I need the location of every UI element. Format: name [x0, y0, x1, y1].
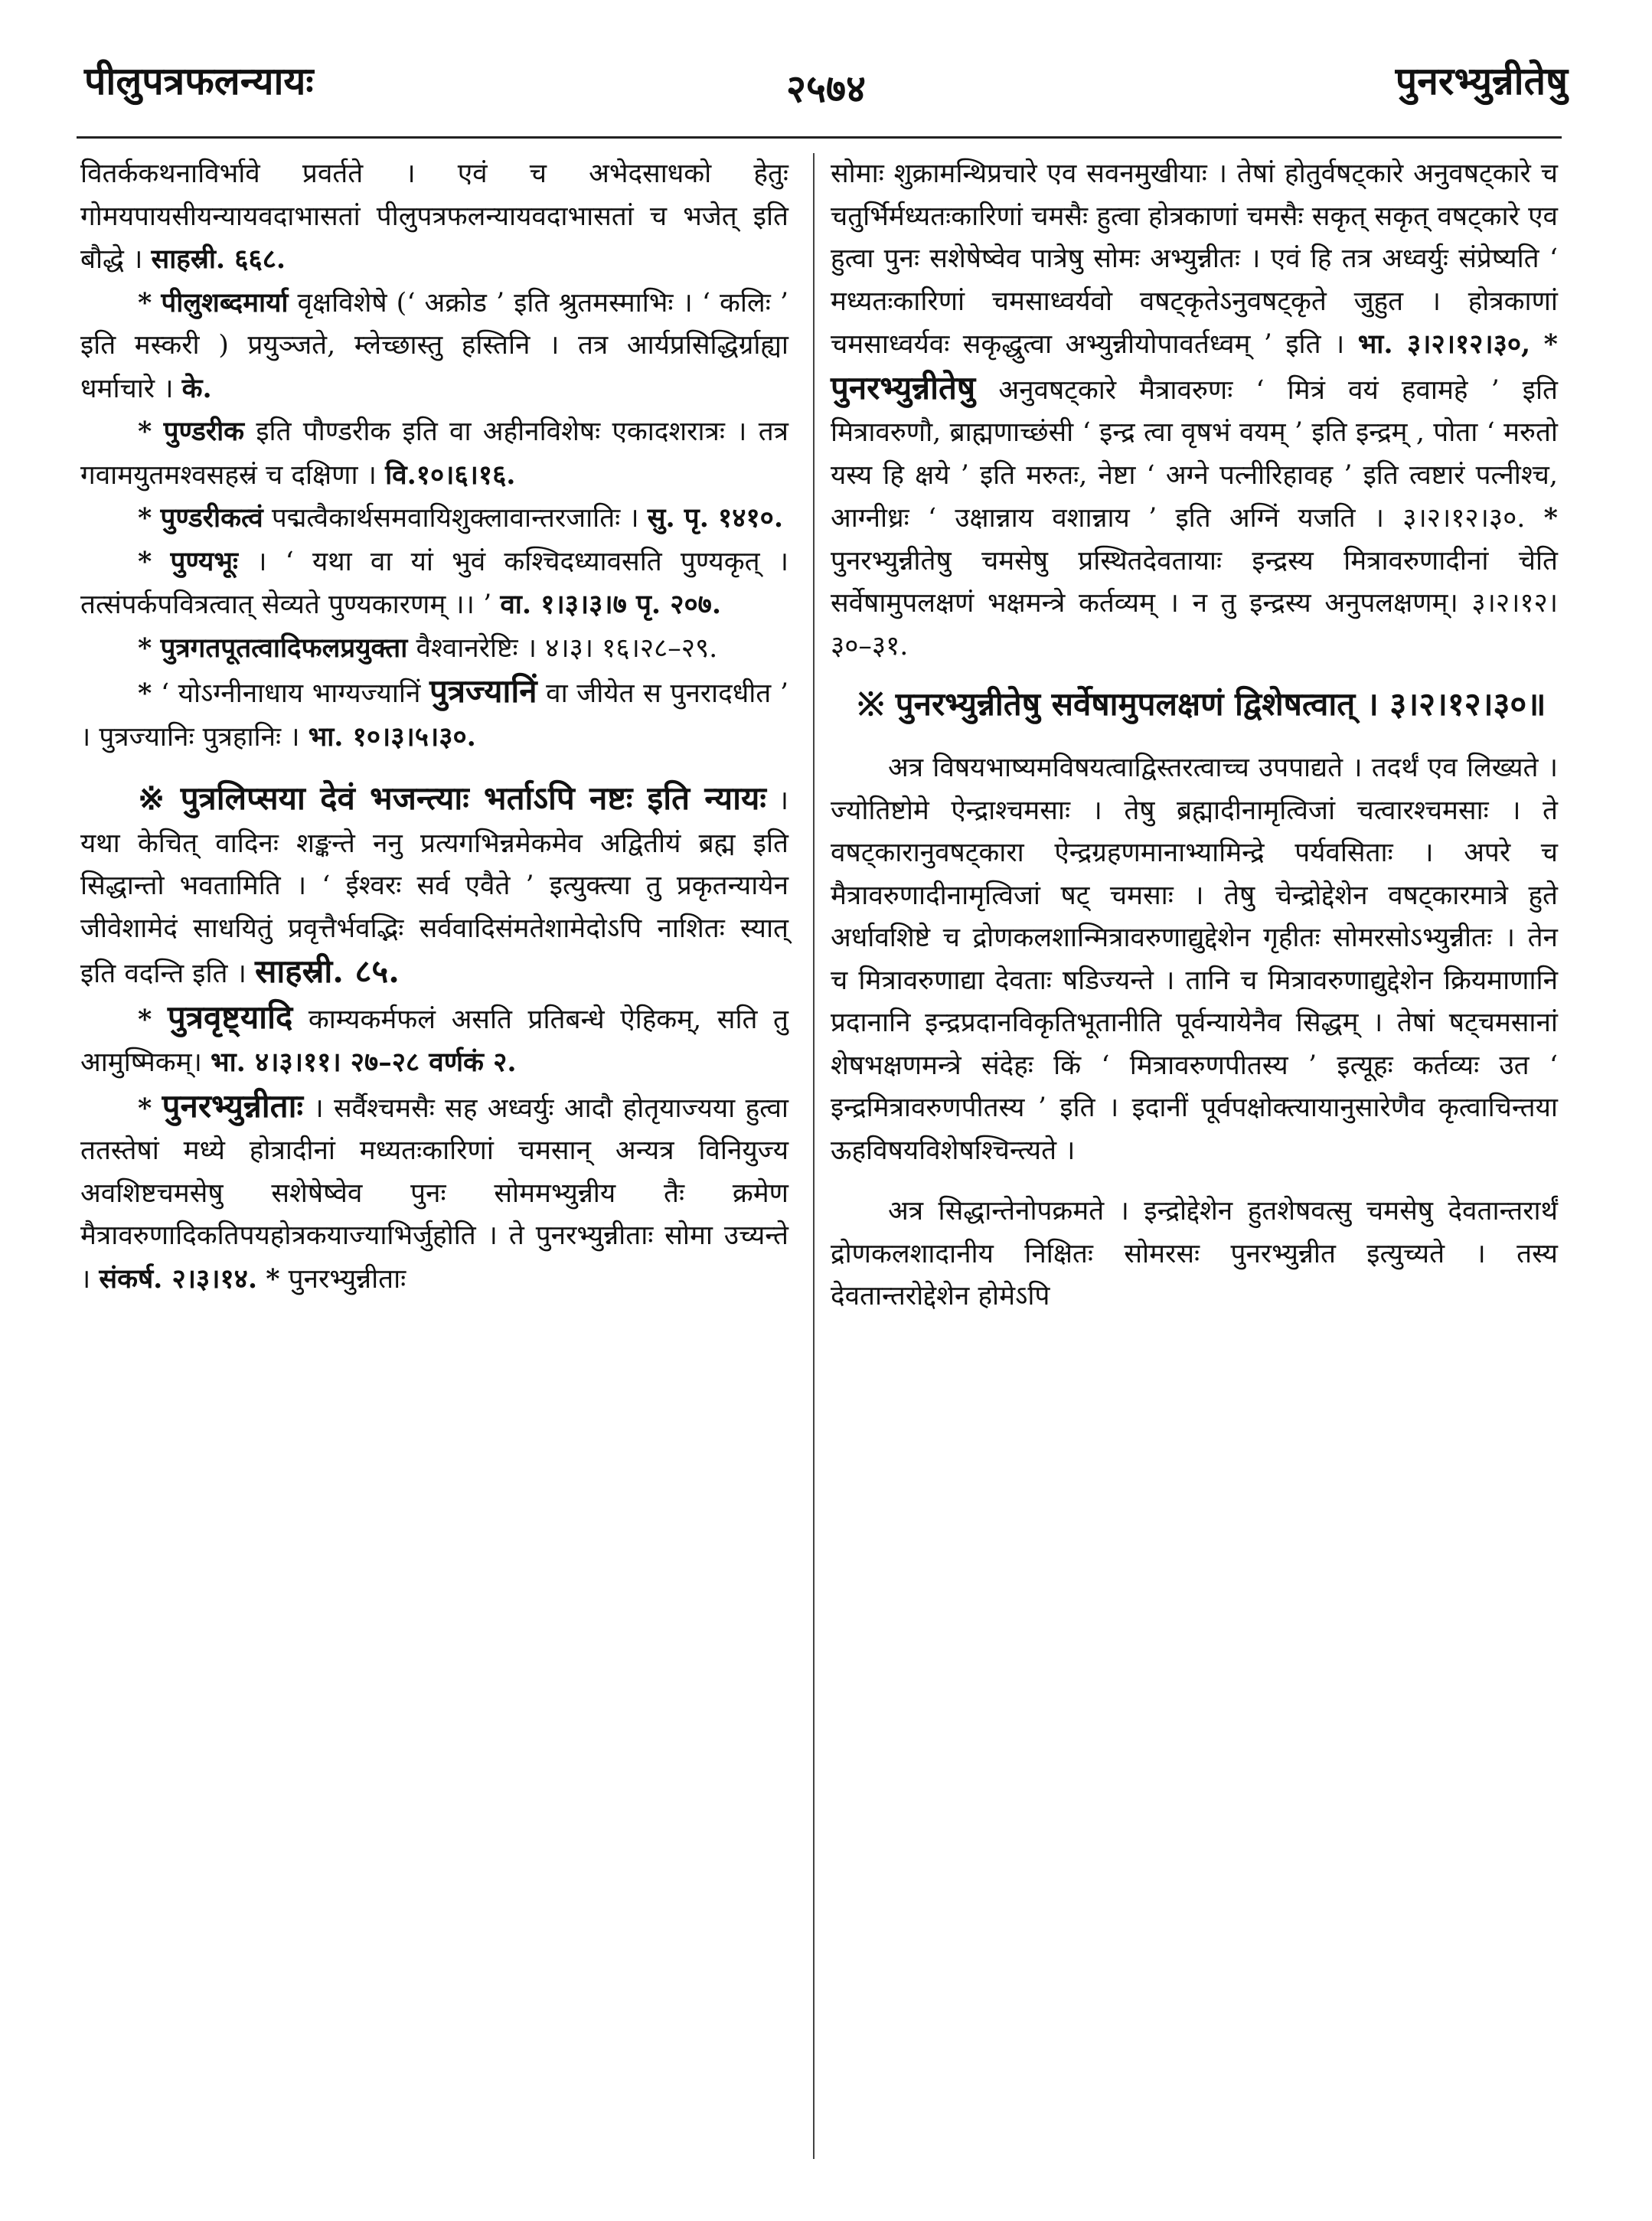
- entry-paragraph: [80, 996, 788, 1085]
- section-heading: [831, 681, 1558, 727]
- section-reference: । ३।२।१२।३०॥: [1366, 685, 1546, 723]
- entry-paragraph: [80, 541, 788, 627]
- left-column: [80, 153, 788, 1301]
- entry-headword: पुत्रवृष्ट्यादि: [167, 998, 293, 1036]
- entry-headword: पुत्रगतपूतत्वादिफलप्रयुक्ता: [160, 632, 408, 664]
- entry-star-icon: *: [138, 416, 152, 447]
- entry-text: वैश्वानरेष्टिः । ४।३। १६।२८–२९.: [416, 632, 718, 664]
- entry-headword: पुत्रलिप्सया देवं भजन्त्याः भर्ताऽपि नष्टः इति न्यायः: [180, 779, 766, 817]
- entry-text: । यथा केचित् वादिनः शङ्कन्ते ननु प्रत्यगभिन्नमेकमेव अद्वितीयं ब्रह्म इति सिद्धान्तो भवतामिति । ‘ ईश्वरः सर्व एवैते ’ इत्युक्त्या तु प्रकृतन्यायेन जीवेशामेदं साधयितुं प्रवृत्तैर्भवद्भिः सर्ववादिसंमतेशामेदोऽपि नाशितः स्यात् इति वदन्ति इति ।: [80, 786, 788, 989]
- header-rule-left: [77, 136, 888, 139]
- entry-paragraph: [80, 627, 788, 671]
- column-divider: [813, 153, 815, 2159]
- entry-text: इति पौण्डरीक इति वा अहीनविशेषः एकादशरात्रः । तत्र गवामयुतमश्वसहस्रं च दक्षिणा ।: [80, 416, 788, 491]
- entry-paragraph: [80, 153, 788, 282]
- entry-text: वृक्षविशेषे (‘ अक्रोड ’ इति श्रुतमस्माभिः । ‘ कलिः ’ इति मस्करी ) प्रयुञ्जते, म्लेच्छास्तु हस्तिनि । तत्र आर्यप्रसिद्धिर्ग्राह्या धर्माचारे ।: [80, 287, 788, 404]
- entry-star-icon: *: [138, 1003, 152, 1035]
- entry-text: । सर्वैश्चमसैः सह अध्वर्युः आदौ होतृयाज्यया हुत्वा ततस्तेषां मध्ये होत्रादीनां मध्यतःकारिणां चमसान् अन्यत्र विनियुज्य अवशिष्टचमसेषु सशेषेष्वेव पुनः सोममभ्युन्नीय तैः क्रमेण मैत्रावरुणादिकतिपयहोत्रकयाज्याभिर्जुहोति । ते पुनरभ्युन्नीताः सोमा उच्यन्ते ।: [80, 1093, 788, 1295]
- section-mark-icon: ※: [857, 685, 885, 723]
- entry-reference: भा. ३।२।१२।३०,: [1357, 328, 1531, 360]
- entry-star-icon: *: [266, 1262, 280, 1295]
- section-title: पुनरभ्युन्नीतेषु सर्वेषामुपलक्षणं द्विशेषत्वात्: [895, 685, 1356, 723]
- page-number: २५७४: [786, 66, 866, 111]
- entry-reference: संकर्ष. २।३।१४.: [99, 1262, 258, 1295]
- entry-headword: पुण्डरीकत्वं: [160, 502, 263, 534]
- entry-reference: साहस्री. ६६८.: [151, 243, 286, 275]
- running-header-right: पुनरभ्युन्नीतेषु: [1395, 58, 1568, 103]
- entry-text: वा जीयेत स पुनरादधीत ’ । पुत्रज्यानिः पुत्रहानिः ।: [80, 678, 788, 753]
- entry-paragraph: [80, 1085, 788, 1302]
- entry-headword: पुत्रज्यानिं: [429, 672, 537, 710]
- entry-star-icon: *: [138, 502, 152, 534]
- entry-headword: पुण्डरीक: [163, 416, 245, 447]
- entry-text: पुनरभ्युन्नीताः: [288, 1263, 406, 1295]
- entry-reference: के.: [181, 372, 212, 404]
- entry-text: अनुवषट्कारे मैत्रावरुणः ‘ मित्रं वयं हवामहे ’ इति मित्रावरुणौ, ब्राह्मणाच्छंसी ‘ इन्द्र त्वा वृषभं वयम् ’ इति इन्द्रम् , पोता ‘ मरुतो यस्य हि क्षये ’ इति मरुतः, नेष्टा ‘ अग्ने पत्नीरिहावह ’ इति त्वष्टारं पत्नीश्च, आग्नीध्रः ‘ उक्षान्नाय वशान्नाय ’ इति अग्निं यजति । ३।२।१२।३०.: [831, 374, 1558, 534]
- entry-star-icon: *: [138, 545, 152, 577]
- entry-paragraph: [80, 670, 788, 759]
- entry-text: पुनरभ्युन्नीतेषु चमसेषु प्रस्थितदेवतायाः इन्द्रस्य मित्रावरुणादीनां चेति सर्वेषामुपलक्षणं भक्षमन्त्रे कर्तव्यम् । न तु इन्द्रस्य अनुपलक्षणम्। ३।२।१२।३०–३१.: [831, 545, 1558, 661]
- entry-paragraph: [80, 777, 788, 996]
- entry-text: काम्यकर्मफलं असति प्रतिबन्धे ऐहिकम्, सति तु आमुष्मिकम्।: [80, 1004, 788, 1078]
- entry-reference: सु. पृ. १४१०.: [647, 502, 784, 534]
- entry-paragraph: [80, 282, 788, 411]
- header-rule-right: [857, 136, 1562, 139]
- entry-reference: भा. ४।३।११। २७–२८ वर्णकं २.: [210, 1047, 517, 1078]
- entry-reference: साहस्री. ८५.: [255, 952, 400, 990]
- running-header-left: पीलुपत्रफलन्यायः: [84, 58, 314, 103]
- entry-paragraph: [80, 410, 788, 497]
- section-mark-icon: ※: [138, 779, 168, 817]
- body-paragraph: अत्र सिद्धान्तेनोपक्रमते । इन्द्रोद्देशेन हुतशेषवत्सु चमसेषु देवतान्तरार्थं द्रोणकलशादानीय निक्षितः सोमरसः पुनरभ्युन्नीत इत्युच्यते । तस्य देवतान्तरोद्देशेन होमेऽपि: [831, 1196, 1558, 1311]
- entry-text: ‘ योऽग्नीनाधाय भाग्यज्यानिं: [160, 678, 421, 709]
- entry-headword: पुनरभ्युन्नीताः: [162, 1086, 303, 1125]
- entry-star-icon: *: [1543, 328, 1558, 360]
- entry-text: वितर्ककथनाविर्भावे प्रवर्तते । एवं च अभेदसाधको हेतुः गोमयपायसीयन्यायवदाभासतां पीलुपत्रफलन्यायवदाभासतां च भजेत् इति बौद्धे ।: [80, 158, 788, 275]
- entry-star-icon: *: [1543, 502, 1558, 534]
- entry-star-icon: *: [138, 632, 152, 664]
- entry-headword: पुण्यभूः: [170, 545, 238, 577]
- entry-reference: वा. १।३।३।७ पृ. २०७.: [500, 589, 722, 620]
- entry-headword: पुनरभ्युन्नीतेषु: [831, 368, 976, 407]
- entry-star-icon: *: [138, 1092, 152, 1124]
- body-paragraph: अत्र विषयभाष्यमविषयत्वाद्विस्तरत्वाच्च उपपाद्यते । तदर्थं एव लिख्यते । ज्योतिष्टोमे ऐन्द्राश्चमसाः । तेषु ब्रह्मादीनामृत्विजां चत्वारश्चमसाः । ते वषट्कारानुवषट्कारा ऐन्द्रग्रहणमानाभ्यामिन्द्रे पर्यवसिताः । अपरे च मैत्रावरुणादीनामृत्विजां षट् चमसाः । तेषु चेन्द्रोद्देशेन वषट्कारमात्रे हुते अर्धावशिष्टे च द्रोणकलशान्मित्रावरुणाद्युद्देशेन गृहीतः सोमरसोऽभ्युन्नीतः । तेन च मित्रावरुणाद्या देवताः षडिज्यन्ते । तानि च मित्रावरुणाद्युद्देशेन क्रियमाणानि प्रदानानि इन्द्रप्रदानविकृतिभूतानीति पूर्वन्यायेनैव सिद्धम् । तेषां षट्चमसानां शेषभक्षणमन्त्रे संदेहः किं ‘ मित्रावरुणपीतस्य ’ इत्यूहः कर्तव्यः उत ‘ इन्द्रमित्रावरुणपीतस्य ’ इति । इदानीं पूर्वपक्षोक्त्यायानुसारेणैव कृत्वाचिन्तया ऊहविषयविशेषश्चिन्त्यते ।: [831, 753, 1558, 1166]
- entry-reference: भा. १०।३।५।३०.: [308, 720, 476, 753]
- entry-star-icon: *: [138, 286, 152, 318]
- entry-text: सोमाः शुक्रामन्थिप्रचारे एव सवनमुखीयाः । तेषां होतुर्वषट्कारे अनुवषट्कारे च चतुर्भिर्मध्यतःकारिणां चमसैः हुत्वा होत्रकाणां चमसैः सकृत् सकृत् वषट्कारे एव हुत्वा पुनः सशेषेष्वेव पात्रेषु सोमः अभ्युन्नीतः । एवं हि तत्र अध्वर्युः संप्रेष्यति ‘ मध्यतःकारिणां चमसाध्वर्यवो वषट्कृतेऽनुवषट्कृते जुहुत । होत्रकाणां चमसाध्वर्यवः सकृद्धुत्वा अभ्युन्नीयोपावर्तध्वम् ’ इति ।: [831, 158, 1558, 360]
- entry-star-icon: *: [138, 678, 152, 709]
- entry-paragraph: [831, 153, 1558, 668]
- entry-paragraph: [80, 497, 788, 541]
- entry-headword: पीलुशब्दमार्या: [161, 286, 289, 318]
- entry-text: पद्मत्वैकार्थसमवायिशुक्लावान्तरजातिः ।: [271, 503, 639, 534]
- right-column: [831, 153, 1558, 1318]
- entry-text: । ‘ यथा वा यां भुवं कश्चिदध्यावसति पुण्यकृत् । तत्संपर्कपवित्रत्वात् सेव्यते पुण्यकारणम् ।। ’: [80, 546, 788, 620]
- entry-reference: वि.१०।६।१६.: [385, 459, 516, 491]
